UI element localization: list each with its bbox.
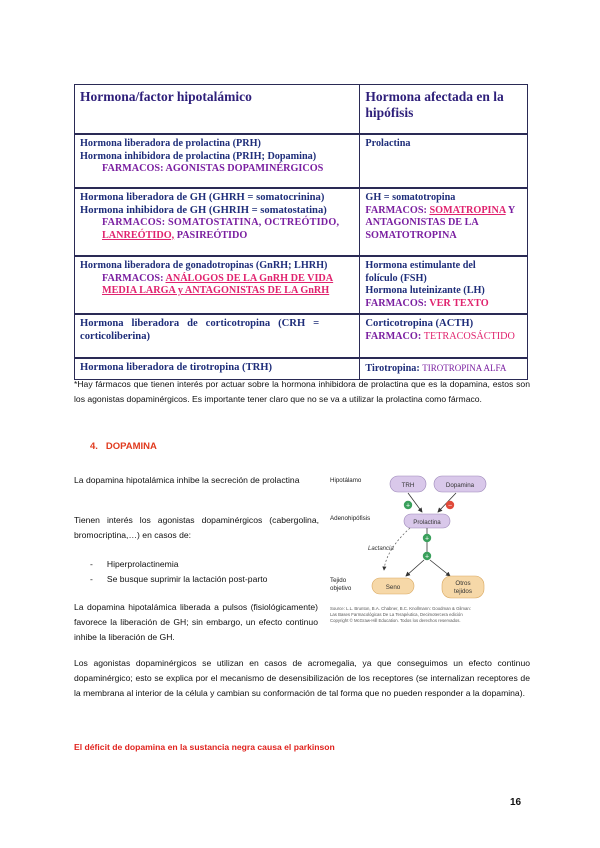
label-adenohipofisis: Adenohipófisis bbox=[330, 515, 371, 522]
svg-text:TRH: TRH bbox=[401, 482, 415, 489]
svg-text:+: + bbox=[405, 502, 411, 510]
table-row: Hormona liberadora de GH (GHRH = somatocrinina) Hormona inhibidora de GH (GHRIH = somatostatina) FARMACOS: SOMATOSTATINA, OCTREÓTIDO, LANREÓTIDO, PASIREÓTIDO GH = somatotropina FARMACOS: SOMATROPINA Y ANTAGONISTAS DE LA SOMATOTROPINA bbox=[75, 188, 528, 256]
svg-text:Dopamina: Dopamina bbox=[445, 482, 475, 489]
label-tejido: Tejido bbox=[330, 577, 347, 584]
label-objetivo: objetivo bbox=[330, 585, 352, 592]
lactancia-label: Lactancia bbox=[368, 546, 394, 552]
svg-text:Copyright © McGraw-Hill Educat: Copyright © McGraw-Hill Education. Todos los derechos reservados. bbox=[330, 618, 461, 623]
svg-text:Seno: Seno bbox=[385, 584, 401, 591]
table-row: Hormona liberadora de tirotropina (TRH) Tirotropina: TIROTROPINA ALFA bbox=[75, 358, 528, 380]
list-item: - Se busque suprimir la lactación post-parto bbox=[90, 574, 268, 584]
header-hypothalamic: Hormona/factor hipotalámico bbox=[75, 85, 360, 135]
section-heading: 4. DOPAMINA bbox=[90, 441, 157, 452]
paragraph-1: La dopamina hipotalámica inhibe la secreción de prolactina bbox=[74, 475, 300, 485]
svg-text:Otros: Otros bbox=[455, 580, 471, 587]
svg-text:+: + bbox=[424, 535, 430, 543]
paragraph-2: Tienen interés los agonistas dopaminérgicos (cabergolina, bromocriptina,…) en casos de: bbox=[74, 515, 319, 540]
table-header-row bbox=[75, 85, 528, 135]
svg-text:−: − bbox=[447, 502, 453, 510]
svg-text:Prolactina: Prolactina bbox=[413, 519, 441, 526]
hormone-table bbox=[74, 84, 528, 380]
dopamine-prolactin-figure bbox=[326, 470, 532, 630]
page-number: 16 bbox=[510, 797, 522, 808]
table-row: Hormona liberadora de gonadotropinas (GnRH; LHRH) FARMACOS: ANÁLOGOS DE LA GnRH DE VIDA MEDIA LARGA y ANTAGONISTAS DE LA GnRH Hormona estimulante del folículo (FSH) Hormona luteinizante (LH) FARMACOS: VER TEXTO bbox=[75, 256, 528, 314]
list-item: - Hiperprolactinemia bbox=[90, 559, 179, 569]
table-row: Hormona liberadora de corticotropina (CRH = corticoliberina) Corticotropina (ACTH) FARMACO: TETRACOSÁCTIDO bbox=[75, 314, 528, 358]
svg-text:tejidos: tejidos bbox=[454, 588, 472, 595]
label-hipotalamo: Hipotálamo bbox=[330, 477, 362, 484]
paragraph-3: La dopamina hipotalámica liberada a pulsos (fisiológicamente) favorece la liberación de GH; sin embargo, un efecto continuo inhibe la liberación de GH. bbox=[74, 602, 318, 642]
figure-source: Source: L.L. Brunton, B.A. Chabner, B.C. Knollmann: Goodman & Gilman: bbox=[330, 606, 471, 611]
bullet-list bbox=[90, 557, 320, 587]
footnote: *Hay fármacos que tienen interés por actuar sobre la hormona inhibidora de prolactina que es la dopamina, estos son los agonistas dopaminérgicos. Es importante tener claro que no se va a utilizar la prolactina como fármaco. bbox=[74, 379, 530, 404]
header-pituitary: Hormona afectada en la hipófisis bbox=[360, 85, 528, 135]
paragraph-4: Los agonistas dopaminérgicos se utilizan en casos de acromegalia, ya que conseguimos un efecto continuo dopaminérgico; esto se explica por el mecanismo de desensibilización de los receptores (se internalizan receptores de la membrana al interior de la célula y cambian su conformación de tal forma que no pueden responder a la dopamina). bbox=[74, 658, 530, 698]
svg-text:Las Bases Farmacológicas De La: Las Bases Farmacológicas De La Terapéutica, Decimotercera edición bbox=[330, 612, 463, 617]
svg-text:+: + bbox=[424, 553, 430, 561]
table-row: Hormona liberadora de prolactina (PRH) Hormona inhibidora de prolactina (PRIH; Dopamina) FARMACOS: AGONISTAS DOPAMINÉRGICOS Prolactina bbox=[75, 134, 528, 188]
parkinson-note: El déficit de dopamina en la sustancia negra causa el parkinson bbox=[74, 742, 335, 752]
